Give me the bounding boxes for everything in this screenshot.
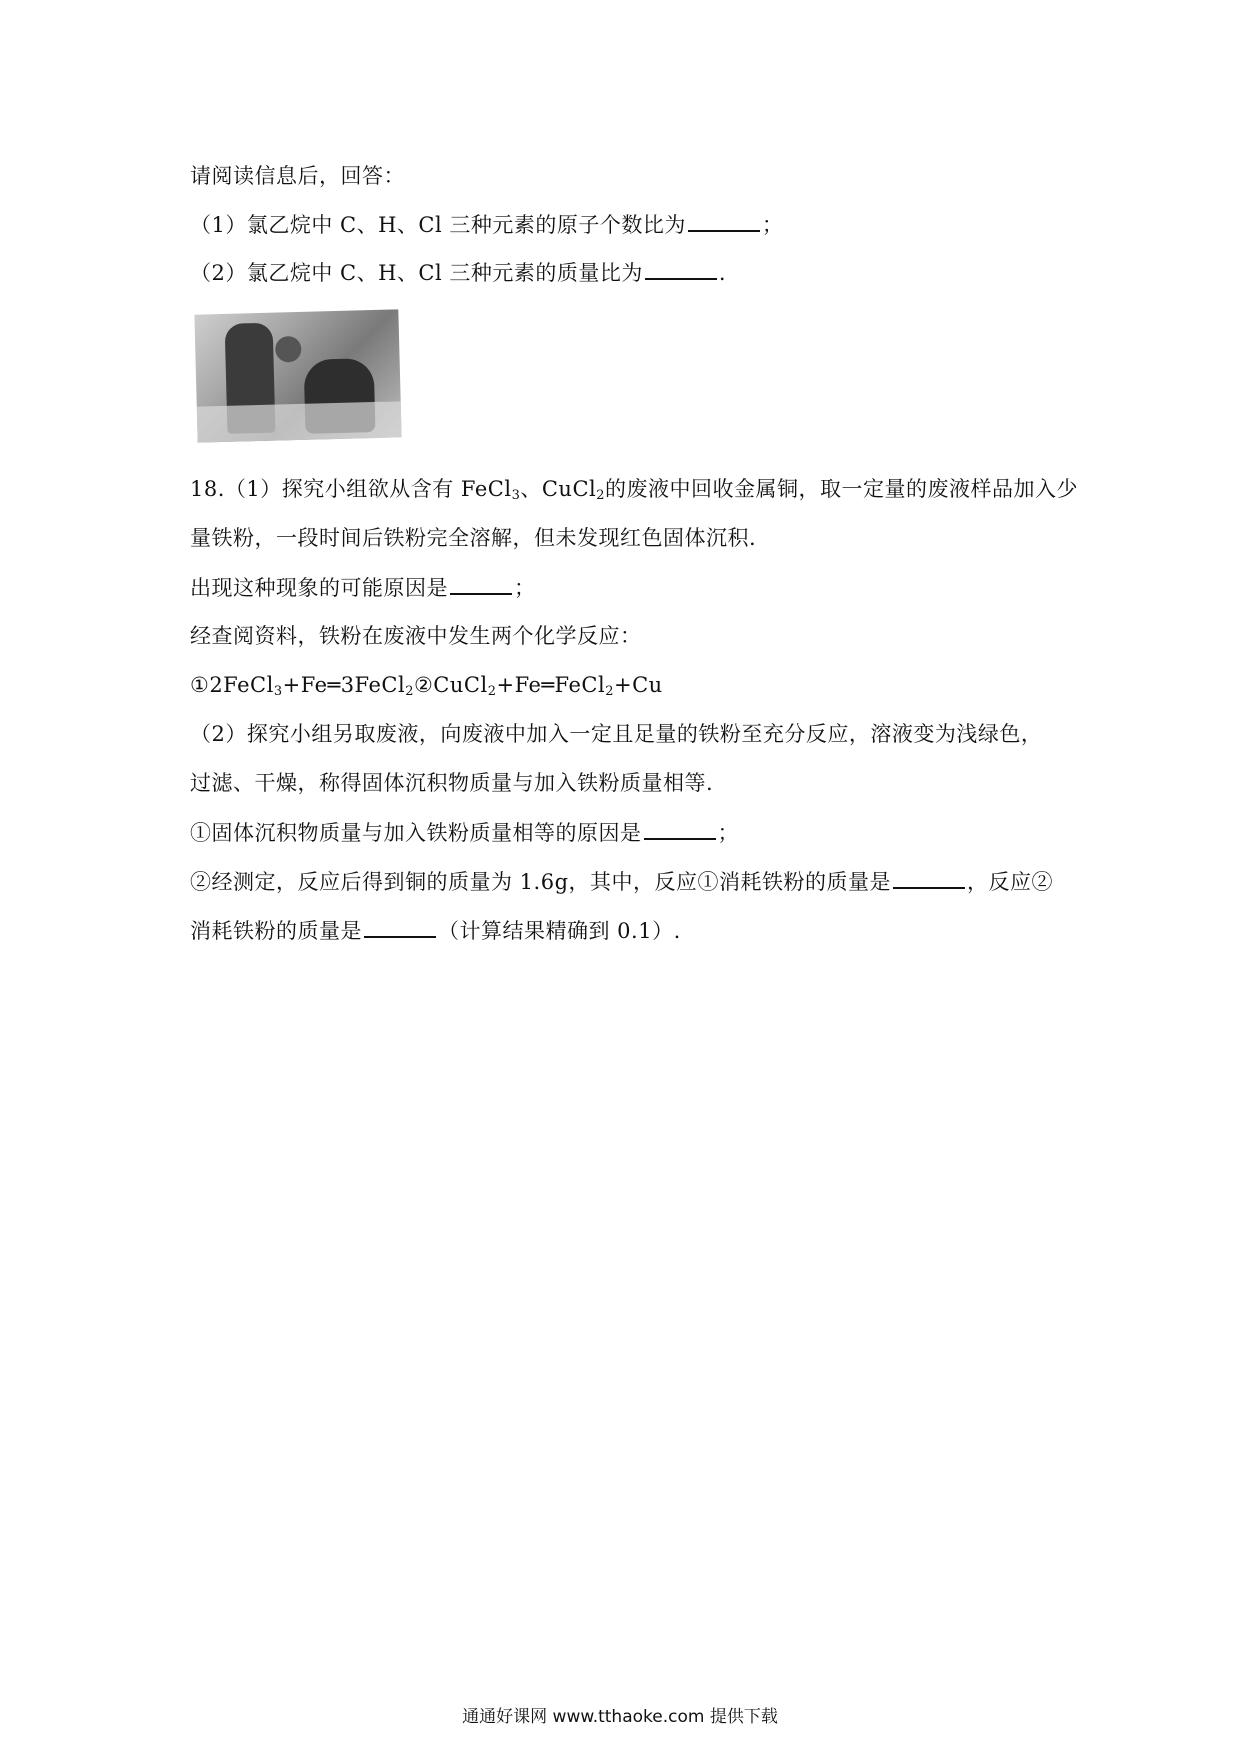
q17-part1 <box>190 210 783 239</box>
q18-l9-mid: ，反应② <box>967 870 1054 894</box>
q18-line8 <box>190 818 739 847</box>
answer-blank[interactable] <box>364 916 436 938</box>
page-footer: 通通好课网 www.tthaoke.com 提供下载 <box>462 1707 778 1727</box>
eq-d: +Fe═FeCl <box>496 673 606 697</box>
q18-line6: （2）探究小组另取废液，向废液中加入一定且足量的铁粉至充分反应，溶液变为浅绿色， <box>190 722 1043 746</box>
q18-l9-text: ②经测定，反应后得到铜的质量为 1.6g，其中，反应①消耗铁粉的质量是 <box>190 870 892 894</box>
q17-part1-text: （1）氯乙烷中 C、H、Cl 三种元素的原子个数比为 <box>190 213 686 237</box>
q18-l10-text: 消耗铁粉的质量是 <box>190 919 362 943</box>
q17-part1-end: ； <box>761 213 784 237</box>
subscript: 2 <box>405 684 414 699</box>
q18-l1-c: 的废液中回收金属铜，取一定量的废液样品加入少 <box>605 477 1079 501</box>
eq-b: +Fe═3FeCl <box>282 673 406 697</box>
q18-line3 <box>190 573 536 602</box>
eq-c: ②CuCl <box>413 673 488 697</box>
intro-text: 请阅读信息后，回答： <box>190 164 405 188</box>
q18-line9 <box>190 867 1053 896</box>
subscript: 2 <box>605 684 614 699</box>
answer-blank[interactable] <box>450 573 512 595</box>
subscript: 2 <box>596 488 606 503</box>
q18-l3-end: ； <box>514 576 536 600</box>
subscript: 2 <box>487 684 497 699</box>
answer-blank[interactable] <box>644 818 716 840</box>
eq-e: +Cu <box>613 673 663 697</box>
q18-line7: 过滤、干燥，称得固体沉积物质量与加入铁粉质量相等. <box>190 771 714 795</box>
subscript: 3 <box>273 684 283 699</box>
answer-blank[interactable] <box>645 258 717 280</box>
q17-part2 <box>190 258 726 287</box>
q18-l3-text: 出现这种现象的可能原因是 <box>190 576 448 600</box>
q18-l8-text: ①固体沉积物质量与加入铁粉质量相等的原因是 <box>190 821 642 845</box>
q18-l10-end: （计算结果精确到 0.1）. <box>438 919 681 943</box>
eq-a: ①2FeCl <box>190 673 274 697</box>
answer-blank[interactable] <box>688 210 760 232</box>
q18-line10 <box>190 916 681 945</box>
answer-blank[interactable] <box>893 867 965 889</box>
subscript: 3 <box>511 488 521 503</box>
q18-line1 <box>190 475 1078 510</box>
q18-line4: 经查阅资料，铁粉在废液中发生两个化学反应： <box>190 624 642 648</box>
q18-line2: 量铁粉，一段时间后铁粉完全溶解，但未发现红色固体沉积. <box>190 526 757 550</box>
q18-l8-end: ； <box>717 821 739 845</box>
reaction-equations <box>190 671 663 706</box>
photo-image <box>194 309 401 442</box>
q18-l1-a: 18.（1）探究小组欲从含有 FeCl <box>190 477 512 501</box>
q17-part2-text: （2）氯乙烷中 C、H、Cl 三种元素的质量比为 <box>190 261 643 285</box>
q17-part2-end: . <box>718 261 727 285</box>
q18-l1-b: 、CuCl <box>520 477 597 501</box>
